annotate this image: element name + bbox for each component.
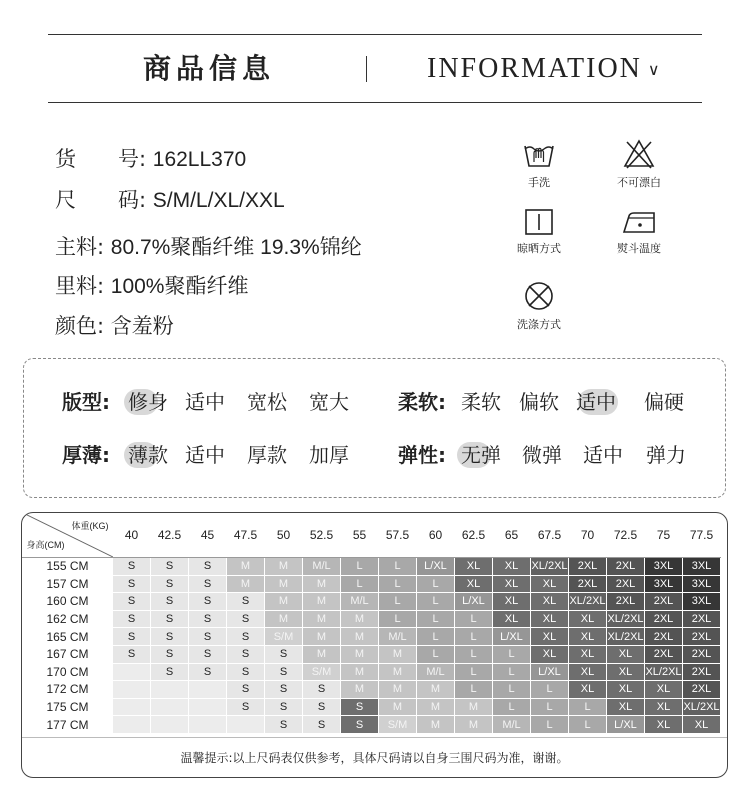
size-cell: S xyxy=(265,663,303,681)
size-cell: 2XL xyxy=(645,593,683,611)
size-cell: XL/2XL xyxy=(645,663,683,681)
size-cell: L xyxy=(379,593,417,611)
size-cell: M xyxy=(379,681,417,699)
size-cell xyxy=(113,716,151,734)
size-cell: XL/2XL xyxy=(683,698,721,716)
size-cell: M xyxy=(341,610,379,628)
feature-option: 无弹 xyxy=(461,441,501,469)
size-cell: M xyxy=(303,575,341,593)
section-title-cn: 商品信息 xyxy=(143,52,276,85)
size-cell xyxy=(227,716,265,734)
size-chart xyxy=(21,512,728,778)
size-cell: XL xyxy=(569,610,607,628)
size-cell: S xyxy=(265,716,303,734)
feature-option: 适中 xyxy=(185,443,225,467)
size-cell: M/L xyxy=(341,593,379,611)
size-cell: 2XL xyxy=(569,558,607,576)
size-cell: L xyxy=(455,681,493,699)
height-header: 160 CM xyxy=(23,593,113,611)
title-divider xyxy=(366,56,367,82)
table-header-row xyxy=(23,513,721,558)
table-row xyxy=(23,698,721,716)
feature-option: 微弹 xyxy=(522,443,562,467)
size-cell: M xyxy=(303,645,341,663)
size-cell: M xyxy=(341,628,379,646)
size-cell: S xyxy=(189,593,227,611)
weight-header: 45 xyxy=(189,513,227,558)
size-cell: XL/2XL xyxy=(607,610,645,628)
size-note: 温馨提示:以上尺码表仅供参考，具体尺码请以自身三围尺码为准，谢谢。 xyxy=(180,751,569,765)
size-cell: XL xyxy=(531,628,569,646)
table-row xyxy=(23,610,721,628)
size-cell: S xyxy=(189,663,227,681)
size-cell: XL/2XL xyxy=(569,593,607,611)
height-header: 177 CM xyxy=(23,716,113,734)
weight-header: 55 xyxy=(341,513,379,558)
height-header: 155 CM xyxy=(23,558,113,576)
care-label: 熨斗温度 xyxy=(617,242,661,255)
info-value: S/M/L/XL/XXL xyxy=(152,189,285,212)
info-value: 含羞粉 xyxy=(110,315,174,338)
size-cell xyxy=(113,698,151,716)
size-cell: 2XL xyxy=(683,610,721,628)
size-cell: L xyxy=(455,645,493,663)
size-cell: M/L xyxy=(303,558,341,576)
size-cell xyxy=(189,698,227,716)
size-cell: 2XL xyxy=(569,575,607,593)
info-item-sku xyxy=(55,145,246,174)
size-cell: XL xyxy=(569,681,607,699)
info-key: 尺 码: xyxy=(55,188,147,212)
info-item-lining xyxy=(55,272,248,301)
bottom-rule xyxy=(48,102,702,103)
size-cell: XL xyxy=(493,575,531,593)
size-cell: XL xyxy=(607,698,645,716)
info-item-size xyxy=(55,186,285,215)
care-label: 洗涤方式 xyxy=(517,318,561,331)
feature-option: 偏软 xyxy=(519,390,559,414)
weight-header: 42.5 xyxy=(151,513,189,558)
size-cell: S/M xyxy=(379,716,417,734)
size-cell: S xyxy=(151,558,189,576)
feature-option: 偏硬 xyxy=(644,390,684,414)
size-cell: 3XL xyxy=(645,558,683,576)
size-cell: L/XL xyxy=(493,628,531,646)
care-no-bleach xyxy=(599,138,679,190)
size-cell xyxy=(189,681,227,699)
size-cell: M xyxy=(341,663,379,681)
size-cell: S xyxy=(227,698,265,716)
size-cell xyxy=(189,716,227,734)
size-cell: S xyxy=(189,628,227,646)
size-cell: S xyxy=(303,698,341,716)
size-cell: S xyxy=(227,681,265,699)
section-title-en xyxy=(427,50,662,88)
weight-header: 60 xyxy=(417,513,455,558)
size-cell: M xyxy=(227,558,265,576)
size-cell: M xyxy=(341,681,379,699)
feature-label-softness: 柔软: xyxy=(398,390,446,414)
size-cell: 2XL xyxy=(683,645,721,663)
size-cell: L xyxy=(417,593,455,611)
size-cell: L xyxy=(493,681,531,699)
height-header: 175 CM xyxy=(23,698,113,716)
size-cell: 3XL xyxy=(683,558,721,576)
size-cell: M xyxy=(265,558,303,576)
height-header: 157 CM xyxy=(23,575,113,593)
size-cell: S xyxy=(189,575,227,593)
size-cell: 2XL xyxy=(645,645,683,663)
size-cell xyxy=(151,716,189,734)
size-cell: L xyxy=(417,610,455,628)
size-cell: M xyxy=(417,681,455,699)
size-cell: M xyxy=(303,628,341,646)
size-cell: M xyxy=(379,698,417,716)
size-cell xyxy=(113,663,151,681)
info-key: 主料: xyxy=(55,235,105,259)
weight-header: 47.5 xyxy=(227,513,265,558)
weight-header: 75 xyxy=(645,513,683,558)
size-cell: XL xyxy=(645,698,683,716)
table-row xyxy=(23,645,721,663)
height-header: 167 CM xyxy=(23,645,113,663)
size-cell: S/M xyxy=(265,628,303,646)
size-cell: XL xyxy=(607,663,645,681)
size-cell: S xyxy=(113,558,151,576)
size-cell: S xyxy=(265,698,303,716)
table-row xyxy=(23,681,721,699)
size-cell: S xyxy=(189,558,227,576)
weight-axis-label: 体重(KG) xyxy=(71,521,109,531)
size-cell xyxy=(113,681,151,699)
size-cell: 2XL xyxy=(645,628,683,646)
size-cell: S xyxy=(189,610,227,628)
size-cell: L xyxy=(379,575,417,593)
info-value: 100%聚酯纤维 xyxy=(110,275,249,298)
size-cell: S xyxy=(189,645,227,663)
size-cell: 2XL xyxy=(645,610,683,628)
size-cell: L xyxy=(417,575,455,593)
size-cell: M xyxy=(379,645,417,663)
table-row xyxy=(23,716,721,734)
size-cell: S xyxy=(113,593,151,611)
info-item-color xyxy=(55,312,174,341)
size-cell: XL xyxy=(683,716,721,734)
size-cell: L/XL xyxy=(417,558,455,576)
height-axis-label: 身高(CM) xyxy=(26,540,65,550)
dry-method-icon xyxy=(524,208,554,236)
size-cell: L xyxy=(455,628,493,646)
size-cell: L xyxy=(569,716,607,734)
table-row xyxy=(23,593,721,611)
size-cell: XL xyxy=(531,575,569,593)
height-header: 162 CM xyxy=(23,610,113,628)
size-cell: S xyxy=(341,698,379,716)
info-value: 162LL370 xyxy=(152,148,247,171)
feature-option: 宽大 xyxy=(309,390,349,414)
size-cell: S xyxy=(151,593,189,611)
size-cell: XL xyxy=(569,628,607,646)
size-cell: 2XL xyxy=(607,593,645,611)
care-hand-wash xyxy=(499,140,579,190)
size-cell: M xyxy=(303,593,341,611)
size-cell: M xyxy=(417,698,455,716)
size-cell: L/XL xyxy=(607,716,645,734)
size-cell: S xyxy=(227,663,265,681)
size-cell: M/L xyxy=(493,716,531,734)
weight-header: 72.5 xyxy=(607,513,645,558)
washing-method-icon xyxy=(523,280,555,312)
size-cell: L xyxy=(493,663,531,681)
size-cell: S xyxy=(227,628,265,646)
care-label: 晾晒方式 xyxy=(517,242,561,255)
note-divider xyxy=(22,737,727,738)
size-cell: S/M xyxy=(303,663,341,681)
size-cell: S xyxy=(265,681,303,699)
size-cell: S xyxy=(151,575,189,593)
size-cell: M xyxy=(303,610,341,628)
size-cell: 2XL xyxy=(683,663,721,681)
size-cell: XL xyxy=(455,558,493,576)
height-header: 172 CM xyxy=(23,681,113,699)
size-cell: 2XL xyxy=(683,628,721,646)
size-cell: L xyxy=(379,610,417,628)
no-bleach-icon xyxy=(622,138,656,170)
size-cell: S xyxy=(113,575,151,593)
size-table xyxy=(22,513,721,734)
care-washing-method xyxy=(499,280,579,332)
size-cell: 2XL xyxy=(607,558,645,576)
care-label: 不可漂白 xyxy=(617,176,661,189)
size-cell: 3XL xyxy=(683,575,721,593)
feature-label-thickness: 厚薄: xyxy=(62,443,110,467)
weight-header: 52.5 xyxy=(303,513,341,558)
size-cell: 3XL xyxy=(683,593,721,611)
table-row xyxy=(23,663,721,681)
size-cell: XL xyxy=(531,645,569,663)
table-body xyxy=(23,558,721,734)
table-row xyxy=(23,628,721,646)
care-dry-method xyxy=(499,208,579,256)
size-cell: M xyxy=(417,716,455,734)
size-cell: XL/2XL xyxy=(607,628,645,646)
size-cell: M xyxy=(265,610,303,628)
size-cell: L xyxy=(531,716,569,734)
size-cell xyxy=(151,681,189,699)
height-header: 165 CM xyxy=(23,628,113,646)
size-cell: L xyxy=(341,558,379,576)
size-cell: L xyxy=(455,610,493,628)
size-cell: L xyxy=(417,645,455,663)
chevron-down-icon: ∨ xyxy=(647,61,662,79)
size-cell: XL xyxy=(645,681,683,699)
table-row xyxy=(23,558,721,576)
size-cell: 3XL xyxy=(645,575,683,593)
size-cell: S xyxy=(303,716,341,734)
size-cell: M xyxy=(455,716,493,734)
size-cell: 2XL xyxy=(607,575,645,593)
feature-option: 弹力 xyxy=(646,443,686,467)
care-iron-temperature xyxy=(599,208,679,256)
size-cell: L xyxy=(531,698,569,716)
hand-wash-icon xyxy=(522,140,556,170)
size-cell: XL xyxy=(455,575,493,593)
top-rule xyxy=(48,34,702,35)
size-cell: XL/2XL xyxy=(531,558,569,576)
size-cell: S xyxy=(227,645,265,663)
feature-option: 适中 xyxy=(185,390,225,414)
size-cell: XL xyxy=(531,593,569,611)
size-cell: S xyxy=(113,610,151,628)
size-cell: S xyxy=(113,645,151,663)
size-cell: XL xyxy=(493,558,531,576)
size-cell: M xyxy=(227,575,265,593)
size-cell: XL xyxy=(493,593,531,611)
size-cell: XL xyxy=(569,645,607,663)
table-corner-cell xyxy=(23,513,113,558)
iron-temperature-icon xyxy=(621,208,657,236)
info-value: 80.7%聚酯纤维 19.3%锦纶 xyxy=(110,236,362,259)
info-key: 货 号: xyxy=(55,147,147,171)
size-cell xyxy=(151,698,189,716)
size-cell: XL xyxy=(607,681,645,699)
size-cell: S xyxy=(341,716,379,734)
size-cell: M xyxy=(265,593,303,611)
weight-header: 40 xyxy=(113,513,151,558)
info-item-main-fabric xyxy=(55,233,362,262)
table-row xyxy=(23,575,721,593)
size-cell: S xyxy=(227,610,265,628)
fit-features-panel xyxy=(23,358,726,498)
weight-header: 62.5 xyxy=(455,513,493,558)
size-cell: L xyxy=(341,575,379,593)
weight-header: 77.5 xyxy=(683,513,721,558)
weight-header: 57.5 xyxy=(379,513,417,558)
size-cell: XL xyxy=(531,610,569,628)
size-cell: M xyxy=(455,698,493,716)
feature-option: 适中 xyxy=(583,443,623,467)
feature-option: 厚款 xyxy=(247,443,287,467)
feature-option: 适中 xyxy=(576,390,616,414)
size-cell: XL xyxy=(607,645,645,663)
size-cell: M/L xyxy=(417,663,455,681)
title-en-text: INFORMATION xyxy=(427,53,642,84)
size-cell: XL xyxy=(645,716,683,734)
size-cell: S xyxy=(151,610,189,628)
size-cell: L xyxy=(569,698,607,716)
size-cell: L xyxy=(531,681,569,699)
info-key: 颜色: xyxy=(55,314,105,338)
feature-option: 修身 xyxy=(128,388,168,416)
feature-option: 柔软 xyxy=(461,390,501,414)
height-header: 170 CM xyxy=(23,663,113,681)
feature-option: 宽松 xyxy=(247,390,287,414)
size-cell: L xyxy=(493,698,531,716)
size-cell: S xyxy=(151,628,189,646)
size-cell: 2XL xyxy=(683,681,721,699)
weight-header: 65 xyxy=(493,513,531,558)
feature-option: 薄款 xyxy=(128,441,168,469)
size-cell: S xyxy=(303,681,341,699)
size-cell: L xyxy=(417,628,455,646)
feature-label-elasticity: 弹性: xyxy=(398,443,446,467)
size-cell: S xyxy=(151,645,189,663)
size-cell: M xyxy=(379,663,417,681)
size-cell: XL xyxy=(569,663,607,681)
size-cell: L/XL xyxy=(531,663,569,681)
size-cell: L xyxy=(379,558,417,576)
weight-header: 70 xyxy=(569,513,607,558)
weight-header: 67.5 xyxy=(531,513,569,558)
info-key: 里料: xyxy=(55,274,105,298)
size-cell: L xyxy=(493,645,531,663)
size-cell: L xyxy=(455,663,493,681)
size-cell: XL xyxy=(493,610,531,628)
size-cell: S xyxy=(151,663,189,681)
size-cell: L/XL xyxy=(455,593,493,611)
size-cell: M xyxy=(265,575,303,593)
care-label: 手洗 xyxy=(528,176,550,189)
size-cell: S xyxy=(265,645,303,663)
feature-label-fit: 版型: xyxy=(62,390,110,414)
weight-header: 50 xyxy=(265,513,303,558)
size-cell: M xyxy=(341,645,379,663)
size-cell: S xyxy=(113,628,151,646)
feature-option: 加厚 xyxy=(309,443,349,467)
size-cell: S xyxy=(227,593,265,611)
size-cell: M/L xyxy=(379,628,417,646)
